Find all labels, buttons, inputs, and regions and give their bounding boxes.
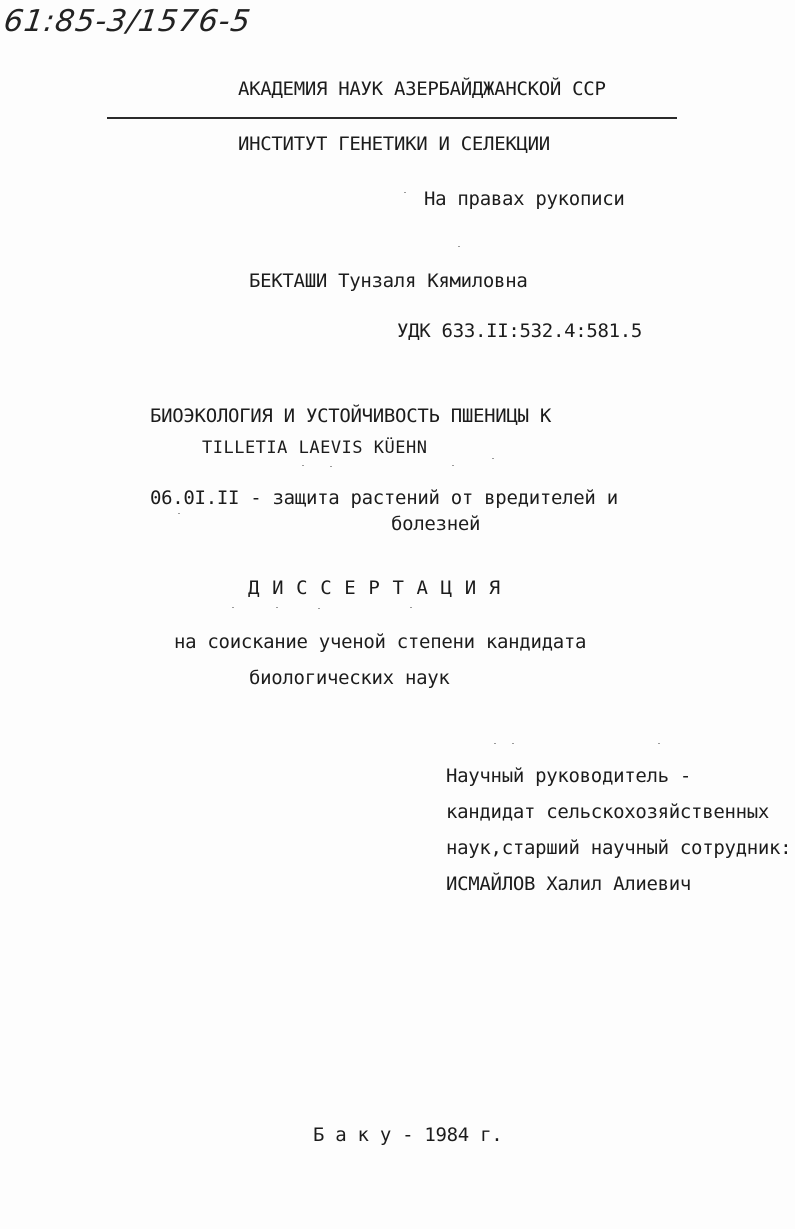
- supervisor-line-3: наук,старший научный сотрудник:: [446, 837, 792, 859]
- scan-speck: [458, 246, 460, 247]
- supervisor-line-2: кандидат сельскохозяйственных: [446, 801, 770, 823]
- scan-speck: [302, 465, 304, 466]
- scan-speck: [232, 607, 234, 608]
- scan-speck: [330, 466, 332, 467]
- academy-name: АКАДЕМИЯ НАУК АЗЕРБАЙДЖАНСКОЙ ССР: [238, 78, 606, 100]
- scan-speck: [494, 743, 496, 744]
- udc-code: УДК 633.II:532.4:581.5: [397, 320, 643, 342]
- scan-speck: [452, 465, 454, 466]
- city-year-footer: Б а к у - 1984 г.: [313, 1124, 503, 1146]
- header-divider: [107, 117, 677, 119]
- scan-speck: [410, 607, 412, 608]
- degree-line-2: биологических наук: [249, 667, 450, 689]
- supervisor-line-1: Научный руководитель -: [446, 765, 692, 787]
- scan-speck: [512, 743, 514, 744]
- scan-speck: [178, 513, 180, 514]
- handwritten-reference: 61:85-3/1576-5: [1, 4, 254, 39]
- author-name: БЕКТАШИ Тунзаля Кямиловна: [249, 270, 528, 292]
- degree-line-1: на соискание ученой степени кандидата: [174, 631, 587, 653]
- scan-speck: [658, 743, 660, 744]
- work-type-heading: Д И С С Е Р Т А Ц И Я: [248, 577, 501, 599]
- institute-name: ИНСТИТУТ ГЕНЕТИКИ И СЕЛЕКЦИИ: [238, 133, 550, 155]
- supervisor-name: ИСМАЙЛОВ Халил Алиевич: [446, 873, 692, 895]
- specialty-line-1: 06.0I.II - защита растений от вредителей и: [150, 487, 618, 509]
- scan-speck: [276, 607, 278, 608]
- manuscript-rights-label: На правах рукописи: [424, 188, 625, 210]
- title-line-2: TILLETIA LAEVIS KÜEHN: [202, 438, 428, 458]
- scan-speck: [492, 458, 494, 459]
- specialty-line-2: болезней: [391, 513, 481, 535]
- scan-speck: [404, 192, 406, 193]
- scan-speck: [318, 608, 320, 609]
- title-line-1: БИОЭКОЛОГИЯ И УСТОЙЧИВОСТЬ ПШЕНИЦЫ К: [150, 405, 552, 427]
